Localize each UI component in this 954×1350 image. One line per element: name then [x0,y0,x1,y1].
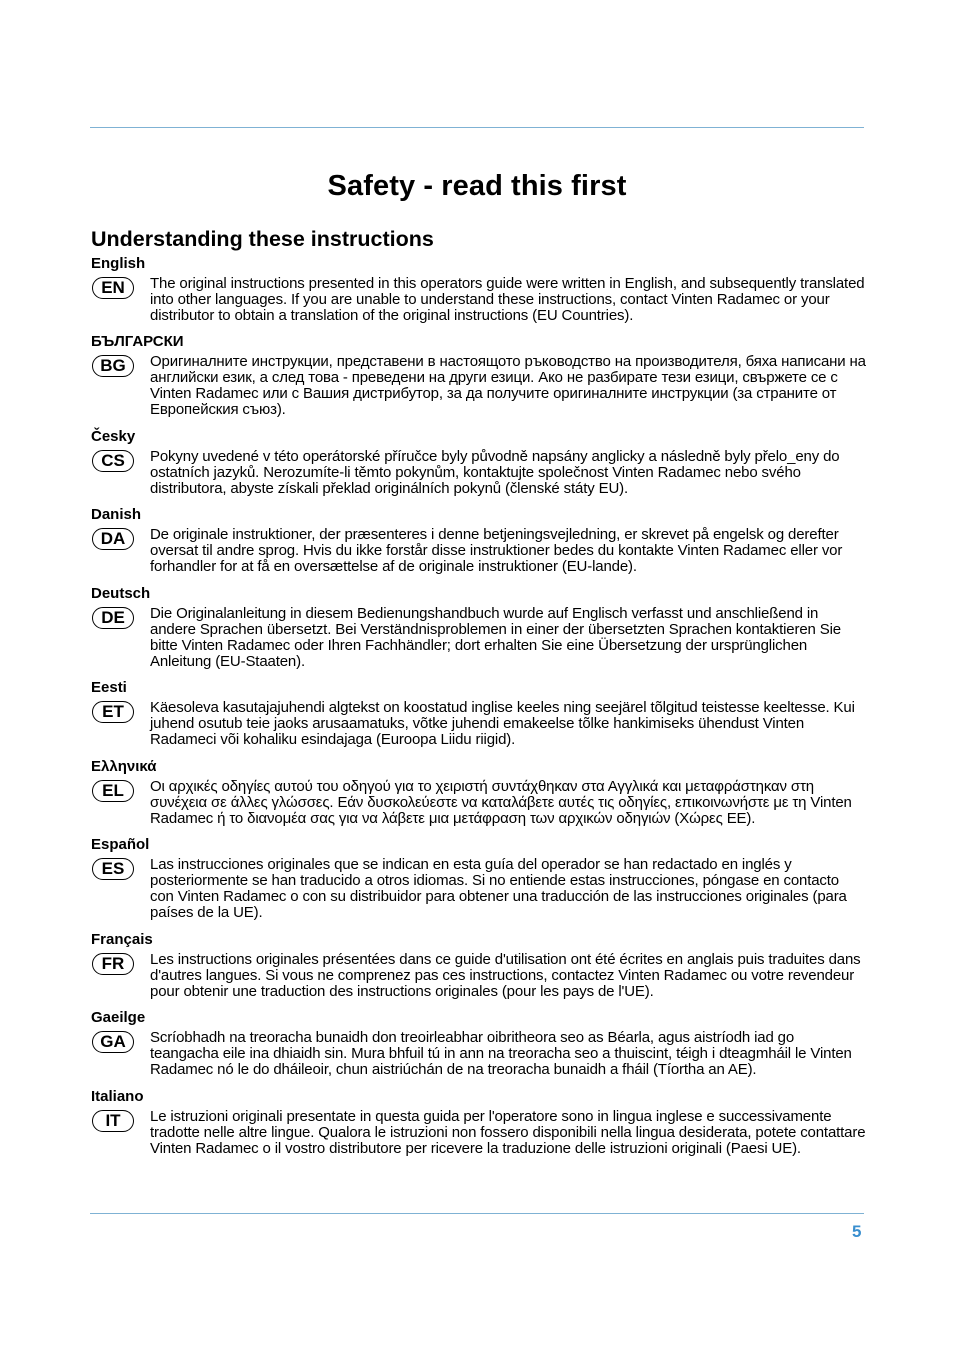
top-rule [90,127,864,128]
language-instructions: Оригиналните инструкции, представени в настоящото ръководство на производителя, бяха написани на английски език, а след това - преведени на други езици. Ако не разбирате тези езици, свържете се с Vinten Radamec или с Вашия дистрибутор, за да получите оригиналните инструкции (за страните от Европейския съюз). [150,353,866,418]
language-block-ga [91,1009,866,1088]
language-instructions: Käesoleva kasutajajuhendi algtekst on koostatud inglise keeles ning seejärel tõlgitud teistesse keeltesse. Kui juhend osutub teie jaoks arusaamatuks, võtke juhendi emakeelse tõlke hankimiseks ühendust Vinten Radameci või kohaliku esindajaga (Euroopa Liidu riigid). [150,699,855,748]
language-block-bg [91,333,866,428]
language-code-badge: FR [92,953,134,975]
language-instructions: Scríobhadh na treoracha bunaidh don treoirleabhar oibritheora seo as Béarla, agus aistríodh iad go teangacha eile ina dhiaidh sin. Mura bhfuil tú in ann na treoracha seo a thuiscint, téigh i dteagmháil le Vinten Radamec nó le do dháileoir, chun aistriúchán de na treoracha bunaidh a fháil (Tíortha an AE). [150,1029,852,1078]
language-name: Español [91,836,150,853]
language-name: Eesti [91,679,127,696]
language-code-badge: ES [92,858,134,880]
page-number: 5 [852,1222,862,1241]
language-block-el [91,758,866,836]
language-code-badge: IT [92,1110,134,1132]
language-name: Italiano [91,1088,144,1105]
language-name: Français [91,931,153,948]
language-block-fr [91,931,866,1009]
language-code-badge: ET [92,701,134,723]
language-name: Česky [91,428,136,445]
language-code-badge: EL [92,780,134,802]
language-block-et [91,679,866,758]
bottom-rule [90,1213,864,1214]
language-code-badge: EN [92,277,134,299]
language-instructions: The original instructions presented in this operators guide were written in English, and subsequently translated into other languages. If you are unable to understand these instructions, contact Vinten Radamec or your distributor to obtain a translation of the original instructions (EU Countries). [150,275,865,324]
language-name: Danish [91,506,142,523]
language-name: Gaeilge [91,1009,146,1026]
language-instructions: Οι αρχικές οδηγίες αυτού του οδηγού για το χειριστή συντάχθηκαν στα Αγγλικά και μεταφράστηκαν στη συνέχεια σε άλλες γλώσσες. Εάν δυσκολεύεστε να καταλάβετε αυτές τις οδηγίες, επικοινωνήστε με τη Vinten Radamec ή το διανομέα σας για να λάβετε μια μετάφραση των αρχικών οδηγιών (Χώρες ΕΕ). [150,778,852,827]
language-block-de [91,585,866,679]
language-instructions: Pokyny uvedené v této operátorské příručce byly původně napsány anglicky a následně byly přelo_eny do ostatních jazyků. Nerozumíte-li těmto pokynům, kontaktujte společnost Vinten Radamec nebo svého distributora, abyste získali překlad originálních pokynů (členské státy EU). [150,448,840,497]
language-code-badge: GA [92,1031,134,1053]
page-title: Safety - read this first [327,170,627,202]
language-code-badge: BG [92,355,134,377]
language-code-badge: DE [92,607,134,629]
language-instructions: De originale instruktioner, der præsenteres i denne betjeningsvejledning, er skrevet på engelsk og derefter oversat til andre sprog. Hvis du ikke forstår disse instruktioner bedes du kontakte Vinten Radamec eller vor forhandler for at få en oversættelse af de originale instruktioner (EU-lande). [150,526,843,575]
language-instructions: Le istruzioni originali presentate in questa guida per l'operatore sono in lingua inglese e successivamente tradotte nelle altre lingue. Qualora le istruzioni non fossero disponibili nella lingua desiderata, potete contattare Vinten Radamec o il vostro distributore per ricevere la traduzione delle istruzioni originali (Paesi UE). [150,1108,866,1157]
language-instructions: Las instrucciones originales que se indican en esta guía del operador se han redactado en inglés y posteriormente se han traducido a otros idiomas. Si no entiende estas instrucciones, póngase en contacto con Vinten Radamec o con su distribuidor para obtener una traducción de las instrucciones originales (para países de la UE). [150,856,847,921]
language-list [91,255,866,1183]
language-code-badge: DA [92,528,134,550]
language-name: Ελληνικά [91,758,157,775]
language-block-en [91,255,866,333]
language-instructions: Die Originalanleitung in diesem Bedienungshandbuch wurde auf Englisch verfasst und anschließend in andere Sprachen übersetzt. Bei Verständnisproblemen in einer der übersetzten Sprachen kontaktieren Sie bitte Vinten Radamec oder Ihren Fachhändler; dort erhalten Sie eine Übersetzung der ursprünglichen Anleitung (EU-Staaten). [150,605,841,670]
language-name: БЪЛГАРСКИ [91,333,184,350]
language-name: English [91,255,146,272]
language-block-da [91,506,866,585]
section-title: Understanding these instructions [91,227,434,251]
language-block-cs [91,428,866,506]
language-block-it [91,1088,866,1183]
language-instructions: Les instructions originales présentées dans ce guide d'utilisation ont été écrites en anglais puis traduites dans d'autres langues. Si vous ne comprenez pas ces instructions, contactez Vinten Radamec ou votre revendeur pour obtenir une traduction des instructions originales (pour les pays de l'UE). [150,951,861,1000]
language-name: Deutsch [91,585,151,602]
language-code-badge: CS [92,450,134,472]
language-block-es [91,836,866,931]
